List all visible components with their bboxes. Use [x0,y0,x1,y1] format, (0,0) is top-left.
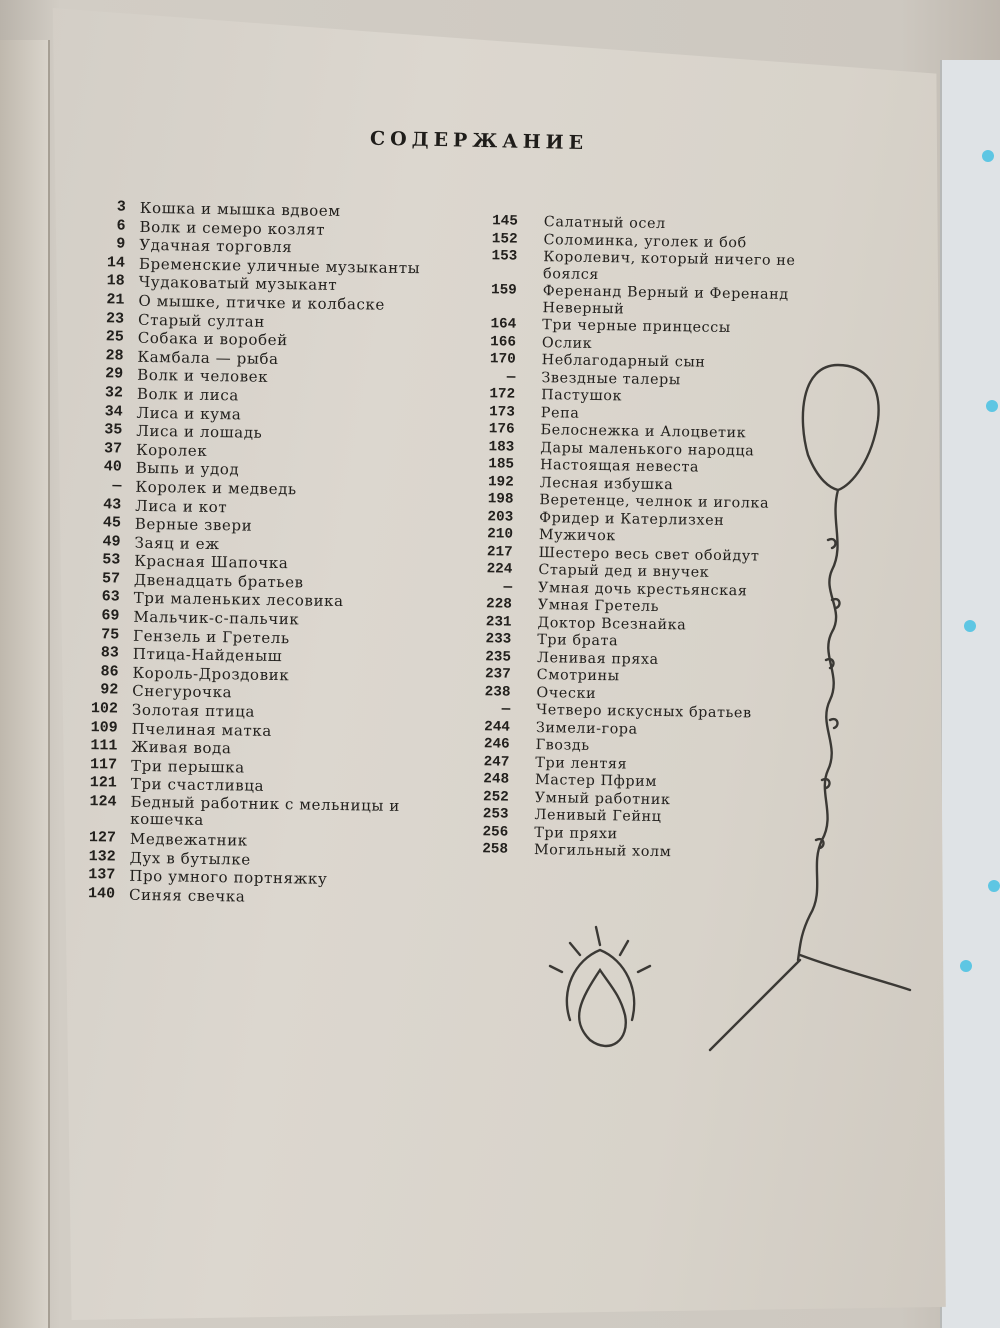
toc-title: Королевич, который ничего не боялся [542,249,796,283]
toc-page-number: 9 [116,235,126,253]
toc-page-number: 224 [486,561,513,578]
toc-page-number: 21 [106,291,125,309]
toc-page-number: 198 [487,491,514,508]
toc-title: Про умного портняжку [129,866,328,889]
toc-page-number: 252 [482,788,509,806]
toc-page-number: 28 [105,347,124,365]
toc-title: Собака и воробей [137,328,288,350]
toc-title: Очески [536,684,597,702]
toc-title: Волк и человек [137,366,269,387]
toc-page-number: 153 [491,248,518,265]
toc-page-number: 49 [102,532,121,551]
toc-page-number: — [112,477,122,495]
toc-title: Камбала — рыба [137,347,279,368]
toc-title: Лиса и лошадь [136,421,263,442]
toc-title: Лиса и кума [136,403,242,423]
toc-title: Мастер Пфрим [534,772,658,790]
toc-title: Веретенце, челнок и иголка [539,492,770,512]
book-cover-right-edge [940,60,1000,1328]
toc-page-number: 253 [482,806,509,823]
toc-title: Бременские уличные музыканты [138,254,421,278]
toc-page-number: 228 [485,596,512,613]
toc-page-number: 102 [90,700,119,718]
toc-title: Могильный холм [533,842,672,861]
toc-page-number: 159 [490,282,517,299]
page-title: СОДЕРЖАНИЕ [369,127,589,155]
toc-page-number: 124 [89,793,117,811]
toc-title: Настоящая невеста [539,457,700,476]
toc-title: Волк и лиса [136,384,240,405]
toc-page-number: 29 [105,365,124,383]
toc-page-number: 172 [489,386,516,403]
toc-page-number: 37 [103,440,123,458]
toc-page-number: 246 [483,736,510,753]
toc-page-number: 233 [485,631,512,648]
toc-title: Птица-Найденыш [132,645,283,666]
toc-title: Ленивый Гейнц [534,807,662,826]
toc-title: Дух в бутылке [129,848,251,869]
toc-title: Старый султан [137,310,266,331]
toc-title: Живая вода [131,737,232,758]
toc-page-number: 35 [104,421,123,439]
toc-page-number: 192 [487,473,514,491]
toc-page-number: 176 [488,421,515,438]
toc-title: Мужичок [538,527,617,545]
toc-title: О мышке, птичке и колбаске [138,291,386,314]
toc-page-number: 244 [484,718,511,736]
toc-title: Дары маленького народца [540,439,755,459]
toc-page-number: — [506,369,516,386]
toc-title: Три пряхи [534,824,618,842]
toc-page-number: 237 [484,666,511,683]
oil-lamp-illustration [500,360,940,1060]
toc-page-number: 166 [490,333,517,351]
toc-page-number: 248 [483,771,510,788]
toc-page-number: 75 [100,625,120,644]
toc-page-number: 164 [490,316,517,333]
toc-title: Умная Гретель [537,597,660,615]
toc-title: Бедный работник с мельницы и кошечка [130,792,401,829]
toc-title: Салатный осел [543,214,666,233]
toc-title: Двенадцать братьев [133,570,304,592]
toc-title: Выпь и удод [135,459,240,479]
toc-page-number: 86 [100,663,119,681]
toc-page-number: 53 [102,551,121,569]
toc-page-number: 117 [89,755,118,774]
toc-title: Фридер и Катерлизхен [539,509,725,529]
toc-title: Синяя свечка [128,885,246,906]
toc-title: Кошка и мышка вдвоем [139,198,341,220]
toc-page-number: 92 [100,681,119,699]
toc-page-number: 185 [488,456,515,473]
toc-title: Три маленьких лесовика [133,589,344,611]
toc-title: Три лентяя [535,754,628,772]
toc-page-number: 258 [482,841,509,858]
toc-title: Белоснежка и Алоцветик [540,422,747,442]
toc-page-number: 231 [485,613,512,631]
toc-title: Волк и семеро козлят [139,217,326,239]
toc-page-number: 235 [485,648,512,666]
toc-page-number: 14 [106,254,126,272]
toc-page-number: 247 [483,753,510,771]
toc-title: Лесная избушка [539,474,674,493]
toc-title: Три брата [537,632,619,650]
toc-title: Звездные талеры [541,369,681,388]
toc-page-number: 127 [88,829,117,847]
toc-page-number: 3 [116,198,126,216]
toc-page-number: 132 [88,847,116,866]
toc-page-number: 18 [106,272,125,290]
toc-title: Неблагодарный сын [541,352,706,371]
toc-page-number: 63 [101,588,120,607]
toc-title: Мальчик-с-пальчик [133,607,300,629]
toc-page-number: 57 [101,570,121,588]
toc-title: Старый дед и внучек [538,562,710,581]
toc-title: Удачная торговля [139,235,293,257]
toc-page-number: 140 [87,884,116,903]
toc-title: Соломинка, уголек и боб [543,231,747,251]
toc-page-number: 152 [491,230,518,248]
toc-title: Медвежатник [129,829,248,850]
toc-title: Три черные принцессы [542,317,731,337]
toc-title: Верные звери [134,514,253,535]
toc-title: Лиса и кот [135,496,228,516]
toc-page-number: — [503,579,513,596]
toc-page-number: 173 [489,403,516,421]
toc-title: Пастушок [541,387,623,405]
toc-page-number: 183 [488,438,515,456]
toc-page-number: 69 [101,607,120,625]
toc-page-number: 45 [102,514,122,532]
toc-page-number: 137 [88,866,116,884]
toc-page-number: 121 [89,774,117,792]
toc-title: Снегурочка [132,682,233,702]
toc-page-number: 256 [482,823,509,841]
toc-title: Золотая птица [131,700,256,721]
toc-title: Шестеро весь свет обойдут [538,544,760,565]
toc-title: Гвоздь [535,737,590,754]
toc-title: Репа [540,404,580,422]
toc-title: Красная Шапочка [134,552,289,573]
toc-title: Зимели-гора [535,719,638,738]
toc-page-number: 210 [487,526,514,543]
toc-title: Умный работник [534,789,671,808]
toc-title: Три счастливца [130,775,265,796]
toc-title: Ленивая пряха [536,649,659,668]
toc-page-number: 111 [90,737,118,755]
toc-title: Королек [135,440,208,460]
toc-page-number: 145 [491,213,518,230]
toc-page-number: 6 [116,217,126,235]
toc-page-number: 40 [103,458,122,476]
toc-page-number: 43 [103,495,122,514]
toc-title: Гензель и Гретель [132,626,290,647]
toc-title: Доктор Всезнайка [537,614,687,633]
toc-title: Четверо искусных братьев [536,702,752,722]
toc-page-number: 32 [104,384,124,402]
toc-page-number: 34 [104,402,123,421]
toc-page-number: 203 [487,508,514,526]
toc-title: Заяц и еж [134,533,220,553]
toc-title: Ференанд Верный и Ференанд Неверный [542,283,789,318]
toc-page-number: 109 [90,718,118,737]
toc-title: Смотрины [536,667,620,685]
toc-title: Ослик [541,334,593,352]
toc-title: Умная дочь крестьянская [537,579,748,599]
toc-page-number: 23 [105,309,125,328]
toc-page-number: 83 [100,644,119,662]
toc-title: Пчелиная матка [131,719,273,740]
toc-title: Король-Дроздовик [132,663,290,685]
toc-page-number: 170 [489,351,516,368]
toc-title: Чудаковатый музыкант [138,273,338,295]
toc-page-number: 25 [105,328,124,346]
toc-page-number: 217 [486,543,513,561]
toc-page-number: 238 [484,683,511,701]
toc-page-number: — [501,701,511,718]
toc-title: Три перышка [130,756,245,777]
book-cover-left-edge [0,40,50,1328]
toc-title: Королек и медведь [135,477,297,499]
